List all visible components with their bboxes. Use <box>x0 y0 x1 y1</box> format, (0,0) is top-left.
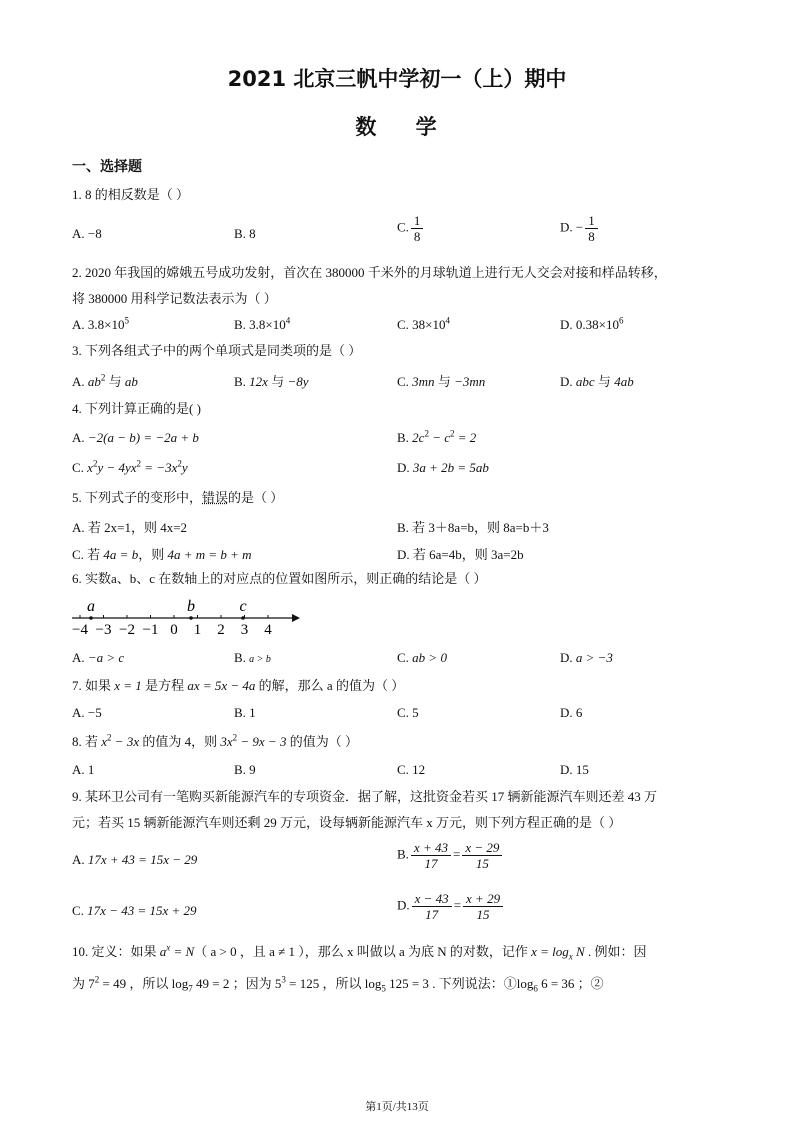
connector: 与 <box>267 374 288 389</box>
q7-option-b: B. 1 <box>234 705 256 720</box>
exponent: 2 <box>92 458 98 469</box>
option-text: A. 3.8×10 <box>72 317 125 332</box>
term: x = log <box>531 944 569 959</box>
question-6-stem: 6. 实数a、b、c 在数轴上的对应点的位置如图所示，则正确的结论是（ ） <box>72 571 487 586</box>
term: abc <box>575 374 595 389</box>
question-7-stem <box>72 677 404 695</box>
q1-option-b <box>234 226 256 242</box>
term: y − 4yx <box>97 460 137 475</box>
point-c-dot <box>241 616 245 620</box>
term: y <box>181 460 188 475</box>
axis-tick-label: −3 <box>95 622 112 638</box>
exponent: 4 <box>285 315 291 326</box>
term: −8y <box>287 374 309 389</box>
stem-text: 8. 若 <box>72 734 102 749</box>
stem-text: . 下列说法：① <box>428 976 517 991</box>
term: − 9x − 3 <box>237 734 287 749</box>
exponent: 2 <box>94 974 100 985</box>
term: 12x <box>249 374 268 389</box>
denominator: 8 <box>413 229 421 244</box>
option-label: B. <box>234 226 246 241</box>
q1-option-c <box>397 213 425 244</box>
q3-option-a <box>72 371 138 390</box>
term: a <box>159 944 167 959</box>
stem-text: 为 <box>72 976 89 991</box>
q7-option-c: C. 5 <box>397 705 419 720</box>
exponent: 3 <box>281 974 286 985</box>
exponent: 2 <box>232 732 238 743</box>
option-label: A. <box>72 852 85 867</box>
option-label: B. <box>397 430 409 445</box>
connector: 与 <box>105 374 125 389</box>
term: log <box>171 976 189 991</box>
option-text: C. 若 <box>72 547 104 562</box>
question-1-stem: 1. 8 的相反数是（ ） <box>72 187 190 202</box>
denominator: 17 <box>424 856 438 871</box>
q6-option-c <box>397 650 447 666</box>
term: −3mn <box>454 374 486 389</box>
q8-option-c: C. 12 <box>397 762 426 777</box>
axis-tick-label: 0 <box>170 622 178 638</box>
expression: 4a = b <box>103 547 139 562</box>
q3-option-c <box>397 371 485 390</box>
option-label: C. <box>72 460 84 475</box>
option-label: C. <box>397 650 409 665</box>
question-10-line2 <box>72 975 604 993</box>
q6-option-d <box>560 650 613 666</box>
option-label: A. <box>72 226 85 241</box>
q8-option-d: D. 15 <box>560 762 589 777</box>
numerator: x − 29 <box>462 840 502 856</box>
term: 4ab <box>614 374 634 389</box>
axis-tick-label: −4 <box>72 622 88 638</box>
q3-option-d <box>560 371 634 390</box>
numerator: x − 43 <box>412 891 452 907</box>
term: 6 = 36 <box>537 976 575 991</box>
numerator: 1 <box>585 213 598 229</box>
q4-option-c <box>72 460 188 476</box>
axis-tick-label: −1 <box>142 622 159 638</box>
denominator: 15 <box>476 907 490 922</box>
q2-option-c <box>397 317 450 333</box>
stem-text: ；因为 <box>229 976 275 991</box>
subject-title <box>0 111 794 141</box>
subscript: 7 <box>188 983 193 994</box>
option-label: D. <box>560 374 573 389</box>
point-b-dot <box>189 616 193 620</box>
stem-text: 7. 如果 <box>72 678 115 693</box>
axis-tick-label: 2 <box>217 622 225 638</box>
fraction <box>411 213 424 244</box>
expression: a > −3 <box>575 650 613 665</box>
connector: 与 <box>594 374 615 389</box>
option-label: D. <box>560 650 573 665</box>
term: x <box>101 734 108 749</box>
stem-text: . 例如：因 <box>584 944 647 959</box>
numerator: x + 43 <box>411 840 451 856</box>
option-text: ，则 <box>138 547 168 562</box>
term: 49 = 2 <box>192 976 230 991</box>
q5-option-b: B. 若 3＋8a=b，则 8a=b＋3 <box>397 520 549 535</box>
q7-option-d: D. 6 <box>560 705 583 720</box>
stem-text: ；② <box>574 976 604 991</box>
question-2-stem-line2: 将 380000 用科学记数法表示为（ ） <box>72 291 277 306</box>
exponent: 6 <box>618 315 624 326</box>
q5-option-a: A. 若 2x=1，则 4x=2 <box>72 520 188 535</box>
axis-tick-label: −2 <box>119 622 135 638</box>
expression: −2(a − b) = −2a + b <box>87 430 199 445</box>
option-label: B. <box>234 374 246 389</box>
q5-option-d: D. 若 6a=4b，则 3a=2b <box>397 547 524 562</box>
subscript: x <box>568 951 573 962</box>
section-heading: 一、选择题 <box>72 159 142 175</box>
expression: 17x − 43 = 15x + 29 <box>87 903 197 918</box>
option-label: C. <box>397 374 409 389</box>
term: = N <box>170 944 195 959</box>
term: = 49 <box>99 976 127 991</box>
q9-option-c <box>72 903 197 919</box>
term: 3x <box>220 734 233 749</box>
term: ab <box>124 374 138 389</box>
expression: 4a + m = b + m <box>167 547 252 562</box>
q6-option-a <box>72 650 124 666</box>
question-8-stem <box>72 733 358 751</box>
stem-text: （ a > 0 ，且 a ≠ 1 ），那么 x 叫做以 a 为底 N 的对数，记作 <box>194 944 532 959</box>
denominator: 8 <box>588 229 595 244</box>
point-c-label: c <box>239 598 247 615</box>
expression: ax = 5x − 4a <box>187 678 256 693</box>
term: 2c <box>412 430 425 445</box>
exponent: 2 <box>136 458 142 469</box>
stem-text: ，所以 <box>319 976 365 991</box>
axis-tick-label: 3 <box>240 622 249 638</box>
option-label: A. <box>72 650 85 665</box>
axis-arrow-icon <box>292 614 300 622</box>
q3-option-b <box>234 371 309 390</box>
exponent: 2 <box>424 428 429 439</box>
q1-option-a <box>72 226 102 242</box>
minus-sign: − <box>575 219 584 235</box>
stem-text: 的值为 4，则 <box>139 734 221 749</box>
question-3-stem: 3. 下列各组式子中的两个单项式是同类项的是（ ） <box>72 343 362 358</box>
fraction <box>412 891 452 922</box>
option-value: 8 <box>249 226 256 241</box>
point-b-label: b <box>187 598 195 615</box>
connector: 与 <box>434 374 455 389</box>
option-label: B. <box>397 846 409 862</box>
q7-option-a: A. −5 <box>72 705 102 720</box>
q9-option-d <box>397 891 505 922</box>
question-9-stem-line1: 9. 某环卫公司有一笔购买新能源汽车的专项资金．据了解，这批资金若买 17 辆新能源汽车则还差 43 万 <box>72 789 658 804</box>
exponent: 2 <box>177 458 182 469</box>
term: ab <box>87 374 101 389</box>
subscript: 6 <box>533 983 538 994</box>
option-text: B. 3.8×10 <box>234 317 286 332</box>
q4-option-b <box>397 430 476 446</box>
expression: x = 1 <box>114 678 142 693</box>
point-a-label: a <box>87 598 95 615</box>
stem-text: 的解，那么 a 的值为（ ） <box>255 678 405 693</box>
fraction <box>463 891 503 922</box>
axis-tick-label: 4 <box>264 622 272 638</box>
term: N <box>572 944 585 959</box>
denominator: 15 <box>475 856 489 871</box>
q6-option-b <box>234 650 271 666</box>
q9-option-a <box>72 852 197 868</box>
question-2-stem-line1: 2. 2020 年我国的嫦娥五号成功发射，首次在 380000 千米外的月球轨道上进行无人交会对接和样品转移， <box>72 265 667 280</box>
option-label: A. <box>72 430 85 445</box>
stem-text: 10. 定义：如果 <box>72 944 160 959</box>
exponent: 2 <box>100 372 106 383</box>
expression: 17x + 43 = 15x − 29 <box>87 852 198 867</box>
fraction <box>462 840 502 871</box>
question-5-stem <box>72 489 283 507</box>
stem-text: 的是（ ） <box>228 490 284 505</box>
expression: a > b <box>249 654 271 665</box>
expression: 3a + 2b = 5ab <box>412 460 489 475</box>
option-text: C. 38×10 <box>397 317 446 332</box>
option-label: D. <box>397 897 410 913</box>
term: − 3x <box>111 734 140 749</box>
exponent: 5 <box>124 315 129 326</box>
stem-text: 5. 下列式子的变形中， <box>72 490 203 505</box>
q4-option-d <box>397 460 489 476</box>
term: 125 = 3 <box>385 976 429 991</box>
subscript: 5 <box>381 983 386 994</box>
exponent: 2 <box>450 428 455 439</box>
stem-text: 的值为（ ） <box>286 734 358 749</box>
question-4-stem: 4. 下列计算正确的是( ) <box>72 401 201 416</box>
expression: −a > c <box>87 650 125 665</box>
term: − c <box>428 430 450 445</box>
option-label: C. <box>72 903 84 918</box>
emphasis-text: 错误 <box>202 490 229 505</box>
term: 7 <box>88 976 95 991</box>
stem-text: 是方程 <box>141 678 188 693</box>
option-value: −8 <box>87 226 102 241</box>
axis-tick-label: 1 <box>193 622 202 638</box>
q4-option-a <box>72 430 199 446</box>
option-label: C. <box>397 219 409 235</box>
page-footer: 第1页/共13页 <box>365 1101 429 1113</box>
question-10-line1 <box>72 943 646 961</box>
point-a-dot <box>89 616 93 620</box>
option-label: A. <box>72 374 85 389</box>
subject-text: 数 学 <box>355 115 439 139</box>
stem-text: ，所以 <box>126 976 172 991</box>
term: log <box>516 976 534 991</box>
term: = 2 <box>454 430 477 445</box>
numerator: 1 <box>411 213 424 229</box>
term: log <box>364 976 382 991</box>
question-9-stem-line2: 元；若买 15 辆新能源汽车则还剩 29 万元，设每辆新能源汽车 x 万元，则下列方程正确的是（ ） <box>72 815 622 830</box>
term: = 125 <box>285 976 320 991</box>
exponent: 2 <box>107 732 112 743</box>
q2-option-d <box>560 317 623 333</box>
equals-sign: = <box>452 846 461 862</box>
option-label: B. <box>234 650 246 665</box>
exponent: 4 <box>445 315 451 326</box>
q1-option-d <box>560 213 600 244</box>
term: x <box>87 460 93 475</box>
q9-option-b <box>397 840 504 871</box>
option-label: D. <box>560 219 573 235</box>
q2-option-b <box>234 317 290 333</box>
equals-sign: = <box>453 897 462 913</box>
exponent: x <box>166 942 171 953</box>
q5-option-c <box>72 544 252 563</box>
numerator: x + 29 <box>463 891 503 907</box>
expression: ab > 0 <box>412 650 447 665</box>
page-title: 2021 北京三帆中学初一（上）期中 <box>227 67 567 91</box>
denominator: 17 <box>425 907 439 922</box>
q8-option-b: B. 9 <box>234 762 256 777</box>
q8-option-a: A. 1 <box>72 762 95 777</box>
option-label: D. <box>397 460 410 475</box>
term: 3mn <box>412 374 435 389</box>
fraction <box>585 213 598 244</box>
fraction <box>411 840 451 871</box>
term: = −3x <box>141 460 178 475</box>
q2-option-a <box>72 317 129 333</box>
number-line-figure <box>66 596 306 638</box>
term: 5 <box>274 976 282 991</box>
option-text: D. 0.38×10 <box>560 317 619 332</box>
